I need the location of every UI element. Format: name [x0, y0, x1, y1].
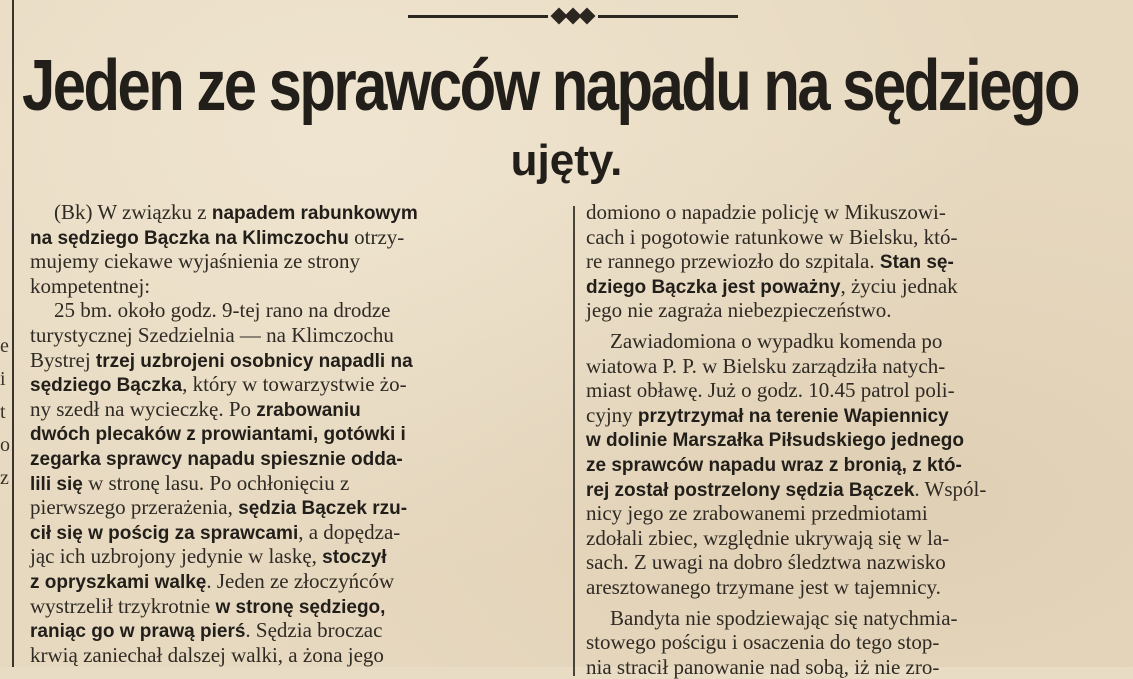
text-line: [586, 606, 1116, 631]
text-line: [30, 569, 560, 594]
text-line: [30, 298, 560, 323]
bold-text-run: trzej uzbrojeni osobnicy napadli na: [95, 350, 413, 372]
text-run: zdołali zbiec, względnie ukrywają się w la-: [586, 525, 950, 550]
text-run: , a dopędza-: [298, 519, 401, 544]
text-run: . Sędzia broczac: [245, 618, 383, 643]
text-line: [30, 372, 560, 397]
text-run: miast obławę. Już o godz. 10.45 patrol poli-: [586, 378, 955, 403]
text-line: [586, 630, 1116, 655]
text-run: pierwszego przerażenia,: [30, 495, 239, 520]
text-line: [586, 298, 1116, 323]
ornament-diamond: [579, 8, 596, 25]
text-line: [586, 249, 1116, 274]
text-run: ny szedł na wycieczkę. Po: [30, 396, 257, 421]
text-run: krwią zaniechał dalszej walki, a żona jego: [30, 642, 384, 667]
text-line: [586, 403, 1116, 428]
text-run: . Wspól-: [914, 476, 987, 501]
margin-letter: i: [0, 368, 6, 390]
text-line: [586, 526, 1116, 551]
text-run: (Bk) W związku z: [54, 200, 212, 224]
bold-text-run: dwóch plecaków z prowiantami, gotówki i: [30, 424, 406, 446]
bold-text-run: Stan sę-: [879, 252, 954, 274]
bold-text-run: ze sprawców napadu wraz z bronią, z któ-: [586, 454, 962, 476]
text-run: aresztowanego trzymane jest w tajemnicy.: [586, 574, 941, 599]
text-line: [30, 495, 560, 520]
text-line: [586, 378, 1116, 403]
text-run: re rannego przewiozło do szpitala.: [586, 249, 880, 274]
text-line: [30, 446, 560, 471]
text-line: [30, 471, 560, 496]
text-line: [30, 323, 560, 348]
text-line: [586, 550, 1116, 575]
text-run: nicy jego ze zrabowanemi przedmiotami: [586, 501, 928, 526]
text-run: otrzy-: [348, 224, 405, 249]
bold-text-run: w stronę sędziego,: [215, 596, 386, 618]
text-line: [30, 544, 560, 569]
text-run: Zawiadomiona o wypadku komenda po: [610, 328, 943, 353]
bold-text-run: lili się: [30, 473, 83, 495]
article-column-left: [30, 200, 560, 667]
text-line: [30, 225, 560, 250]
text-line: [586, 225, 1116, 250]
bold-text-run: stoczył: [322, 547, 387, 569]
bold-text-run: sędziego Bączka: [30, 375, 183, 397]
margin-letter: z: [0, 467, 9, 489]
text-run: kompetentnej:: [30, 273, 151, 298]
ornament-line-left: [408, 15, 548, 18]
text-run: turystycznej Szedzielnia — na Klimczochu: [30, 322, 394, 347]
ornament-divider: [408, 6, 738, 26]
margin-letter: t: [0, 401, 6, 423]
text-line: [30, 643, 560, 668]
bold-text-run: raniąc go w prawą pierś: [30, 621, 246, 643]
bold-text-run: przytrzymał na terenie Wapiennicy: [637, 405, 949, 427]
margin-letter: o: [0, 434, 10, 456]
text-run: Bystrej: [30, 347, 96, 372]
text-run: . Jeden ze złoczyńców: [206, 568, 395, 593]
ornament-line-right: [598, 15, 738, 18]
bold-text-run: dziego Bączka jest poważny: [586, 276, 841, 298]
adjacent-column-fragment: [0, 330, 10, 495]
text-line: [586, 501, 1116, 526]
text-line: [30, 421, 560, 446]
text-run: w stronę lasu. Po ochłonięciu z: [82, 470, 350, 495]
bold-text-run: rej został postrzelony sędzia Bączek: [586, 479, 915, 501]
article-column-right: [586, 200, 1116, 679]
text-run: , który w towarzystwie żo-: [182, 372, 407, 397]
bold-text-run: zegarka sprawcy napadu spiesznie odda-: [30, 448, 403, 470]
text-run: jąc ich uzbrojony jedynie w laskę,: [30, 544, 323, 569]
bold-text-run: z opryszkami walkę: [30, 571, 207, 593]
text-line: [586, 477, 1116, 502]
bold-text-run: cił się w pościg za sprawcami: [30, 522, 299, 544]
text-line: [586, 274, 1116, 299]
text-run: jego nie zagraża niebezpieczeństwo.: [586, 298, 892, 323]
bold-text-run: napadem rabunkowym: [211, 203, 418, 224]
text-line: [30, 618, 560, 643]
text-run: cyjny: [586, 402, 638, 427]
text-run: domiono o napadzie policję w Mikuszowi-: [586, 200, 946, 224]
text-run: mujemy ciekawe wyjaśnienia ze strony: [30, 249, 361, 274]
margin-letter: e: [0, 335, 9, 357]
text-line: [30, 520, 560, 545]
text-run: Bandyta nie spodziewając się natychmia-: [610, 605, 958, 630]
text-run: , życiu jednak: [840, 273, 958, 298]
text-line: [586, 427, 1116, 452]
text-run: nia stracił panowanie nad sobą, iż nie zro-: [586, 654, 940, 679]
text-line: [30, 200, 560, 225]
text-run: stowego pościgu i osaczenia do tego stop-: [586, 630, 940, 655]
text-run: 25 bm. około godz. 9-tej rano na drodze: [54, 298, 391, 323]
text-line: [586, 452, 1116, 477]
text-line: [586, 575, 1116, 600]
text-run: sach. Z uwagi na dobro śledztwa nazwisko: [586, 550, 946, 575]
text-run: wiatowa P. P. w Bielsku zarządziła natych-: [586, 353, 946, 378]
bold-text-run: zrabowaniu: [256, 399, 361, 421]
headline: Jeden ze sprawców napadu na sędziego: [22, 46, 1079, 126]
text-line: [586, 200, 1116, 225]
bold-text-run: na sędziego Bączka na Klimczochu: [30, 227, 349, 249]
text-line: [30, 594, 560, 619]
text-line: [30, 348, 560, 373]
bold-text-run: sędzia Bączek rzu-: [238, 498, 408, 520]
text-line: [30, 397, 560, 422]
text-line: [30, 249, 560, 274]
text-line: [586, 354, 1116, 379]
subheadline: ujęty.: [510, 136, 623, 185]
column-divider: [573, 206, 575, 676]
bold-text-run: w dolinie Marszałka Piłsudskiego jednego: [586, 430, 964, 452]
text-line: [30, 274, 560, 299]
column-rule-left: [12, 0, 14, 667]
text-run: cach i pogotowie ratunkowe w Bielsku, któ-: [586, 224, 958, 249]
text-run: wystrzelił trzykrotnie: [30, 593, 216, 618]
text-line: [586, 329, 1116, 354]
